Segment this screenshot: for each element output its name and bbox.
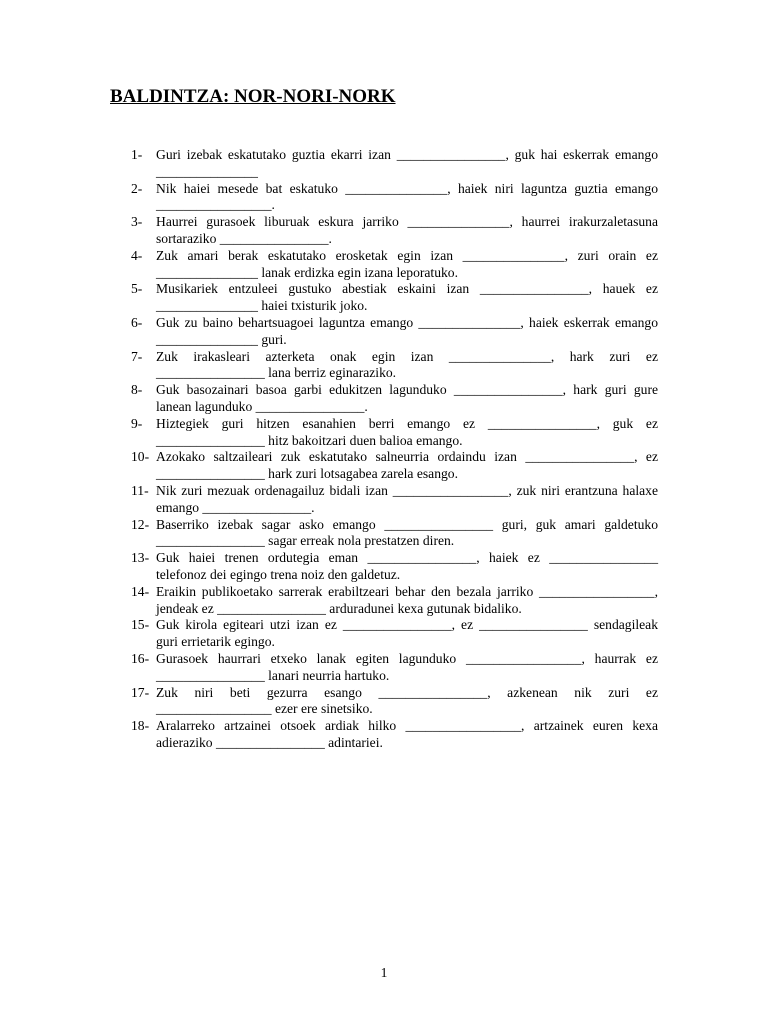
list-item <box>131 416 658 450</box>
list-item <box>131 584 658 618</box>
list-item <box>131 281 658 315</box>
list-item <box>131 517 658 551</box>
page-title: BALDINTZA: NOR-NORI-NORK <box>110 86 396 107</box>
list-item <box>131 651 658 685</box>
item-number: 18- <box>131 718 150 734</box>
exercise-list <box>131 147 658 752</box>
item-text: Zuk irakasleari azterketa onak egin izan _______________, hark zuri ez ________________ lana berriz eginaraziko. <box>156 348 658 381</box>
item-text: Gurasoek haurrari etxeko lanak egiten lagunduko _________________, haurrak ez ________________ lanari neurria hartuko. <box>156 650 658 683</box>
item-number: 8- <box>131 382 143 398</box>
item-text: Guri izebak eskatutako guztia ekarri izan ________________, guk hai eskerrak emango _______________ <box>156 147 658 179</box>
item-number: 6- <box>131 314 143 330</box>
item-text: Musikariek entzuleei gustuko abestiak eskaini izan ________________, hauek ez _______________ haiei txisturik joko. <box>156 281 658 314</box>
item-text: Baserriko izebak sagar asko emango ________________ guri, guk amari galdetuko ________________ sagar erreak nola prestatzen diren. <box>156 516 658 549</box>
item-number: 7- <box>131 348 143 364</box>
list-item <box>131 248 658 282</box>
list-item <box>131 382 658 416</box>
item-text: Zuk amari berak eskatutako erosketak egin izan _______________, zuri orain ez _______________ lanak erdizka egin izana leporatuko. <box>156 247 658 280</box>
list-item <box>131 315 658 349</box>
list-item <box>131 147 658 181</box>
list-item <box>131 449 658 483</box>
item-text: Nik haiei mesede bat eskatuko _______________, haiek niri laguntza guztia emango _________________. <box>156 180 658 213</box>
item-number: 9- <box>131 415 143 431</box>
list-item <box>131 181 658 215</box>
item-text: Aralarreko artzainei otsoek ardiak hilko _________________, artzainek euren kexa adieraziko ________________ adintariei. <box>156 718 658 750</box>
item-number: 2- <box>131 180 143 196</box>
list-item <box>131 214 658 248</box>
item-number: 15- <box>131 617 150 633</box>
item-text: Guk haiei trenen ordutegia eman ________________, haiek ez ________________ telefonoz dei egingo trena noiz den galdetuz. <box>156 550 658 582</box>
item-text: Zuk niri beti gezurra esango ________________, azkenean nik zuri ez _________________ ezer ere sinetsiko. <box>156 684 658 717</box>
item-number: 10- <box>131 449 150 465</box>
item-number: 3- <box>131 214 143 230</box>
list-item <box>131 685 658 719</box>
item-number: 17- <box>131 684 150 700</box>
list-item <box>131 483 658 517</box>
page-number: 1 <box>380 965 388 980</box>
item-text: Guk basozainari basoa garbi edukitzen lagunduko ________________, hark guri gure lanean lagunduko ________________. <box>156 382 658 414</box>
item-number: 14- <box>131 583 150 599</box>
item-number: 4- <box>131 247 143 263</box>
item-text: Guk zu baino behartsuagoei laguntza emango _______________, haiek eskerrak emango _______________ guri. <box>156 314 658 347</box>
item-text: Nik zuri mezuak ordenagailuz bidali izan _________________, zuk niri erantzuna halaxe emango ________________. <box>156 482 658 515</box>
item-number: 5- <box>131 281 143 297</box>
list-item <box>131 617 658 651</box>
item-text: Eraikin publikoetako sarrerak erabiltzeari behar den bezala jarriko _________________, jendeak ez ________________ arduradunei kexa gutunak bidaliko. <box>156 583 658 616</box>
item-number: 13- <box>131 550 150 566</box>
item-number: 11- <box>131 482 149 498</box>
item-number: 1- <box>131 147 143 162</box>
list-item <box>131 349 658 383</box>
item-text: Azokako saltzaileari zuk eskatutako salneurria ordaindu izan ________________, ez ________________ hark zuri lotsagabea zarela esango. <box>156 449 658 482</box>
item-text: Haurrei gurasoek liburuak eskura jarriko _______________, haurrei irakurzaletasuna sortaraziko ________________. <box>156 214 658 246</box>
list-item <box>131 550 658 584</box>
item-number: 16- <box>131 650 150 666</box>
item-number: 12- <box>131 516 150 532</box>
list-item <box>131 718 658 752</box>
item-text: Guk kirola egiteari utzi izan ez ________________, ez ________________ sendagileak guri errietarik egingo. <box>156 617 658 650</box>
item-text: Hiztegiek guri hitzen esanahien berri emango ez ________________, guk ez ________________ hitz bakoitzari duen balioa emango. <box>156 415 658 448</box>
